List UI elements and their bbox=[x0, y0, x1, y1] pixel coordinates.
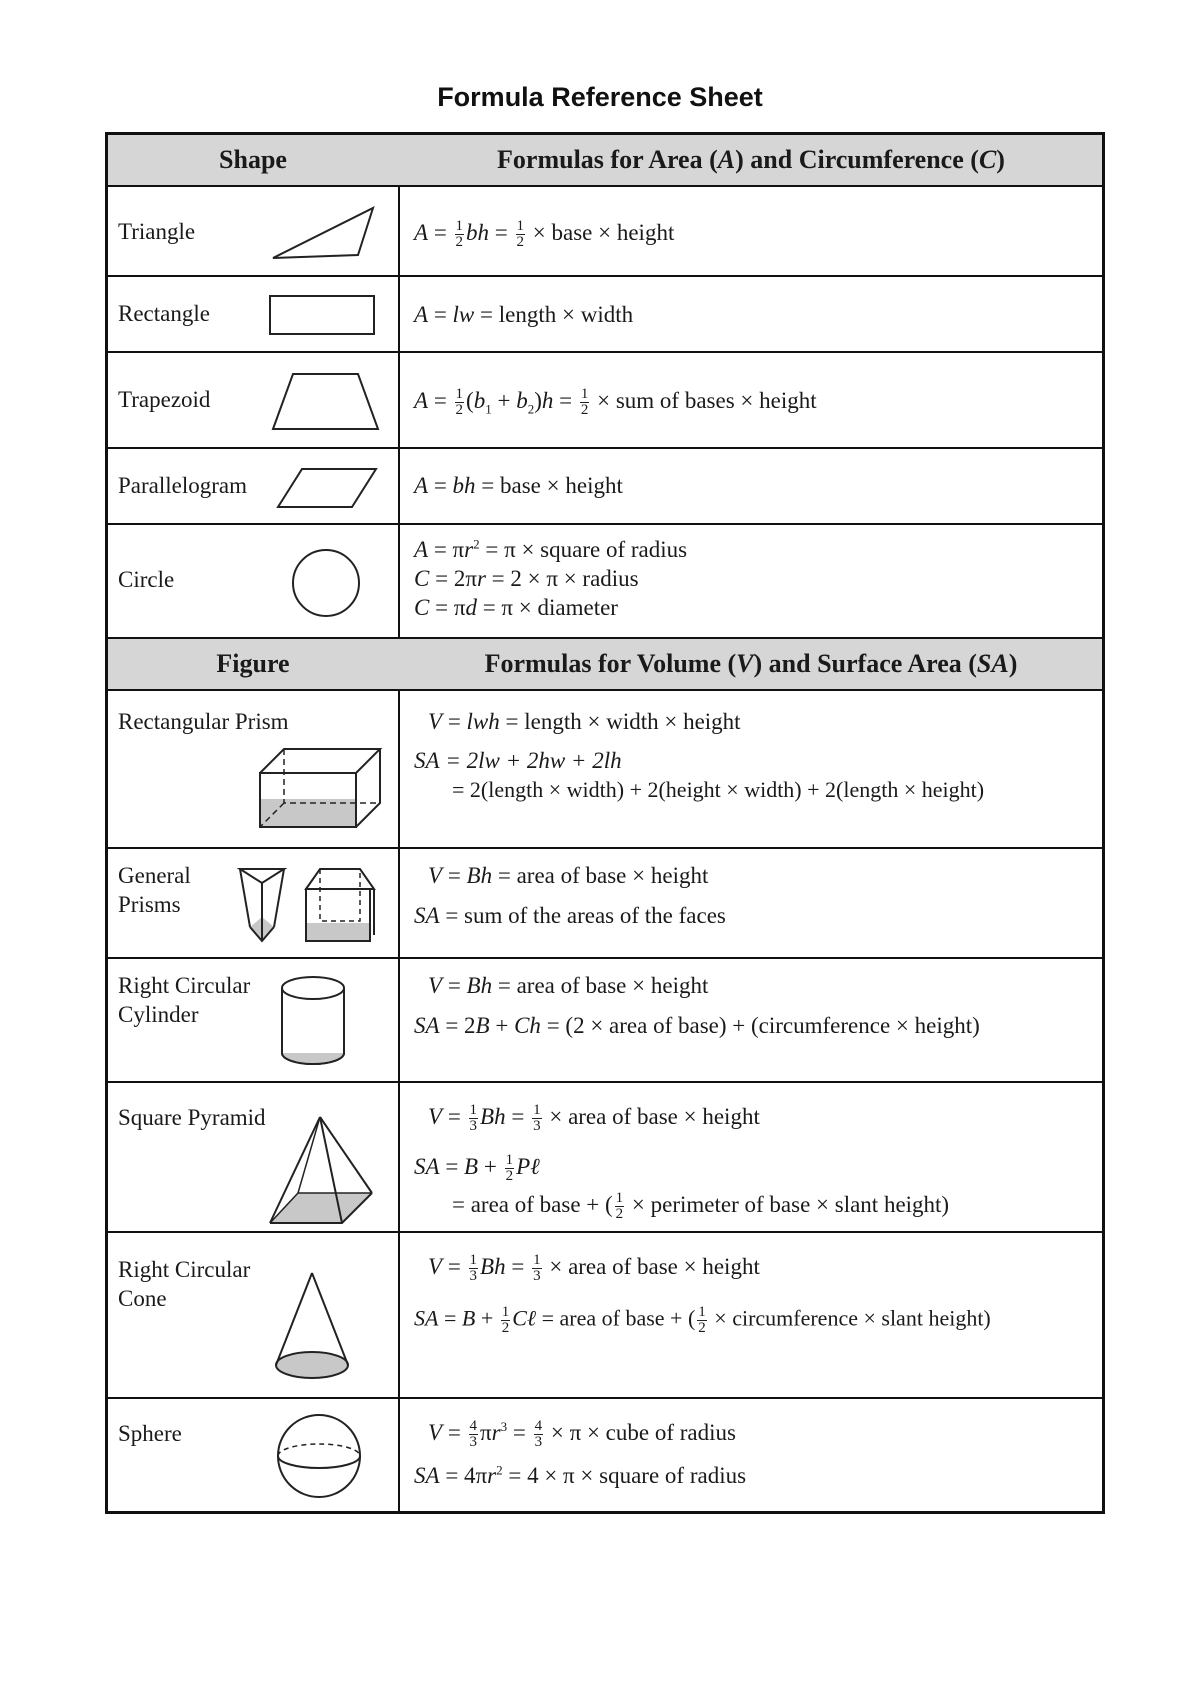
table-row-general-prisms bbox=[108, 847, 1102, 957]
circle-icon bbox=[290, 547, 362, 619]
figure-name: Right Circular Cone bbox=[118, 1257, 251, 1311]
table-row-sphere bbox=[108, 1397, 1102, 1511]
figure-name: Rectangular Prism bbox=[118, 709, 289, 734]
figure-name: Square Pyramid bbox=[118, 1105, 266, 1130]
table-row-rectangular-prism bbox=[108, 689, 1102, 847]
cylinder-volume-formula: V = Bh = area of base × height bbox=[428, 973, 709, 998]
figure-name: Right Circular Cylinder bbox=[118, 973, 251, 1027]
cone-icon bbox=[274, 1269, 354, 1381]
cone-surface-area-formula: SA = B + $\frac{1}{2}$ Cℓ = area of base + ( $\frac{1}{2}$ × circumference × slant height) bbox=[414, 1304, 991, 1336]
shape-name: Parallelogram bbox=[118, 473, 248, 498]
figure-name: Sphere bbox=[118, 1421, 182, 1446]
figure-name: General Prisms bbox=[118, 863, 191, 917]
circle-area-formula: $A = \pi r^2 = \pi$ × square of radius bbox=[414, 536, 688, 562]
square-pyramid-icon bbox=[266, 1113, 376, 1227]
pentagonal-prism-icon bbox=[304, 865, 376, 945]
parallelogram-formula: A = bh = base × height bbox=[414, 473, 623, 498]
table-row-circle bbox=[108, 523, 1102, 637]
general-prism-surface-area-formula: SA = sum of the areas of the faces bbox=[414, 903, 726, 928]
sphere-surface-area-formula: SA = $4\pi r^2 = 4 \times \pi$ × square of radius bbox=[414, 1462, 747, 1488]
parallelogram-icon bbox=[276, 465, 381, 511]
header-volume-formulas: Formulas for Volume (V) and Surface Area (SA) bbox=[484, 649, 1018, 678]
cylinder-icon bbox=[280, 975, 346, 1067]
shape-name: Rectangle bbox=[118, 301, 210, 326]
rectangle-icon bbox=[268, 294, 378, 338]
shape-name: Trapezoid bbox=[118, 387, 211, 412]
prism-volume-formula: V = lwh = length × width × height bbox=[428, 709, 741, 734]
triangle-formula: A = $\frac{1}{2}$ bh = $\frac{1}{2}$ × base × height bbox=[414, 218, 675, 250]
circle-circumference-formula: C = 2πr = 2 × π × radius bbox=[414, 566, 639, 591]
pyramid-volume-formula: V = $\frac{1}{3}$ Bh = $\frac{1}{3}$ × area of base × height bbox=[428, 1102, 760, 1134]
table-row-parallelogram bbox=[108, 447, 1102, 523]
header-figure: Figure bbox=[216, 649, 290, 678]
trapezoid-icon bbox=[268, 369, 383, 433]
page-title: Formula Reference Sheet bbox=[437, 82, 763, 112]
shape-name: Circle bbox=[118, 567, 175, 592]
cone-volume-formula: V = $\frac{1}{3}$ Bh = $\frac{1}{3}$ × area of base × height bbox=[428, 1252, 760, 1284]
pyramid-surface-area-formula: SA = B + $\frac{1}{2}$ Pℓ bbox=[414, 1152, 540, 1184]
table-header-volume bbox=[108, 637, 1102, 689]
table-row-cylinder bbox=[108, 957, 1102, 1081]
shape-name: Triangle bbox=[118, 219, 196, 244]
pyramid-surface-area-words: = area of base + ( $\frac{1}{2}$ × perimeter of base × slant height) bbox=[452, 1190, 950, 1222]
trapezoid-formula: A = $\frac{1}{2}$ $(b_1 + b_2)h$ = $\frac{1}{2}$ × sum of bases × height bbox=[414, 386, 817, 418]
table-row-square-pyramid bbox=[108, 1081, 1102, 1231]
general-prism-volume-formula: V = Bh = area of base × height bbox=[428, 863, 709, 888]
table-header-area bbox=[108, 135, 1102, 185]
prism-surface-area-formula: SA = 2lw + 2hw + 2lh bbox=[414, 748, 622, 773]
circle-diameter-formula: C = πd = π × diameter bbox=[414, 595, 618, 620]
table-row-trapezoid bbox=[108, 351, 1102, 447]
triangle-icon bbox=[268, 203, 378, 263]
table-row-triangle bbox=[108, 185, 1102, 275]
header-area-formulas: Formulas for Area (A) and Circumference (C) bbox=[497, 145, 1005, 174]
triangular-prism-icon bbox=[238, 865, 286, 943]
table-row-cone bbox=[108, 1231, 1102, 1397]
rectangular-prism-icon bbox=[258, 747, 386, 829]
formula-table bbox=[105, 132, 1105, 1514]
prism-surface-area-words: = 2(length × width) + 2(height × width) + 2(length × height) bbox=[452, 777, 985, 802]
sphere-icon bbox=[276, 1413, 362, 1499]
rectangle-formula: A = lw = length × width bbox=[414, 302, 634, 327]
sphere-volume-formula: V = $\frac{4}{3}$ $\pi r^3$ = $\frac{4}{3}$ × π × cube of radius bbox=[428, 1418, 736, 1450]
table-row-rectangle bbox=[108, 275, 1102, 351]
cylinder-surface-area-formula: SA = 2B + Ch = (2 × area of base) + (circumference × height) bbox=[414, 1013, 980, 1038]
header-shape: Shape bbox=[219, 145, 287, 174]
